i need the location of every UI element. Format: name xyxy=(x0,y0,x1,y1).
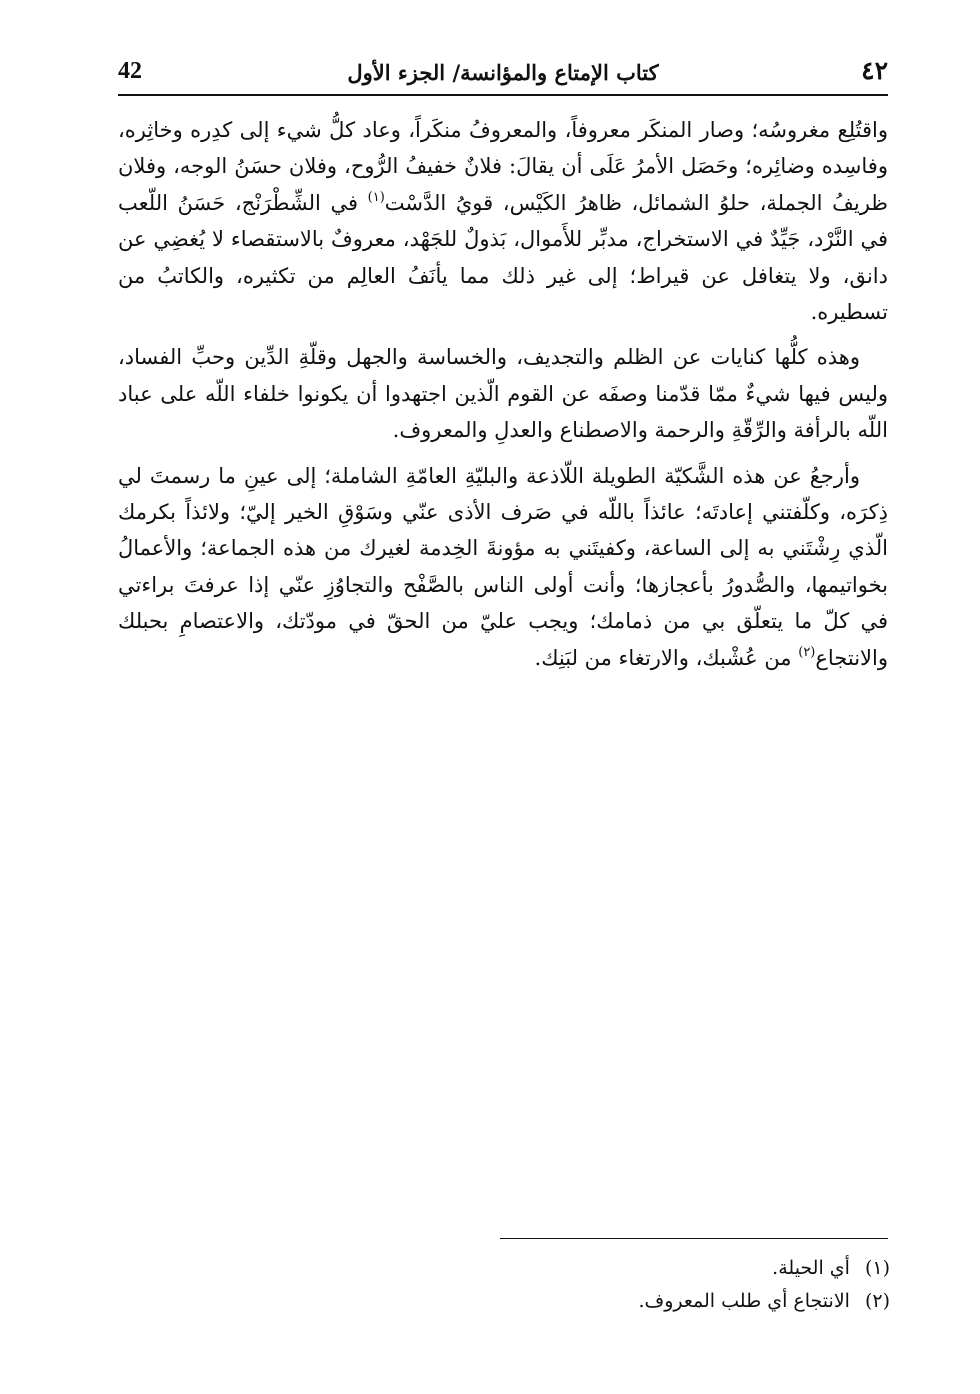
footnote-1-text: أي الحيلة. xyxy=(772,1257,850,1279)
footnote-2-text: الانتجاع أي طلب المعروف. xyxy=(638,1290,850,1312)
paragraph-1-text-b: في الشِّطْرَنْج، حَسَنُ اللّعب في النَّرْد، جَيِّدٌ في الاستخراج، مدبِّر للأَموال، بَذولٌ للجَهْد، معروفٌ بالاستقصاء لا يُغضِي عن دانق، ولا يتغافل عن قيراط؛ إلى غير ذلك مما يأنَفُ العالِم من تكثيره، والكاتبُ من تسطيره. xyxy=(118,190,888,325)
footnote-1-number: (١) xyxy=(864,1257,890,1279)
footnote-separator xyxy=(500,1238,888,1239)
page-number-arabic: ٤٢ xyxy=(861,56,888,85)
paragraph-2 xyxy=(118,339,888,448)
paragraph-3-text-b: من عُشْبك، والارتغاء من لبَنِك. xyxy=(534,645,799,670)
footnote-1 xyxy=(500,1252,890,1285)
page-header xyxy=(118,52,888,96)
running-title: كتاب الإمتاع والمؤانسة/ الجزء الأول xyxy=(347,60,659,85)
footnote-2-number: (٢) xyxy=(864,1290,890,1312)
paragraph-1-text-a: واقتُلِع مغروسُه؛ وصار المنكَر معروفاً، والمعروفُ منكَراً، وعاد كلُّ شيء إلى كدِره وخاثِره، وفاسِده وضائِره؛ وحَصَل الأمرُ عَلَى أن يقالَ: فلانٌ خفيفُ الرُّوح، وفلان حسَنُ الوجه، وفلان ظريفُ الجملة، حلوُ الشمائل، ظاهرُ الكَيْس، قويُ الدَّسْت xyxy=(118,118,888,215)
footnote-2 xyxy=(500,1285,890,1318)
paragraph-1 xyxy=(118,112,888,330)
paragraph-3-text-a: وأرجعُ عن هذه الشَّكيّة الطويلة اللّاذعة والبليّةِ العامّةِ الشاملة؛ إلى عينِ ما رسمتَ لي ذِكرَه، وكلّفتني إعادتَه؛ عائذاً باللّه في صَرف الأذى عنّي وسَوْقِ الخير إليّ؛ ولائذاً بكرمك الّذي رِشْتَني به إلى الساعة، وكفيتَني به مؤونةَ الخِدمة لغيرك من هذه الجماعة؛ والأعمالُ بخواتيمها، والصُّدورُ بأعجازها؛ وأنت أولى الناس بالصَّفْح والتجاوُزِ عنّي إذا عرفتَ براءتي في كلّ ما يتعلّق بي من ذمامك؛ ويجب عليّ من الحقّ في مودّتك، والاعتصامِ بحبلك والانتجاع xyxy=(118,463,888,670)
footnote-marker-1[interactable]: (١) xyxy=(367,189,385,205)
main-text xyxy=(118,112,888,685)
paragraph-3 xyxy=(118,458,888,676)
footnotes xyxy=(500,1252,890,1318)
page-number-latin: 42 xyxy=(118,58,142,84)
footnote-marker-2[interactable]: (٢) xyxy=(798,644,816,660)
paragraph-2-text: وهذه كلُّها كنايات عن الظلم والتجديف، والخساسة والجهل وقلّةِ الدِّين وحبِّ الفساد، وليس فيها شيءٌ ممّا قدّمنا وصفَه عن القوم الّذين اجتهدوا أن يكونوا خلفاء اللّه على عباد اللّه بالرأفة والرِّقّةِ والرحمة والاصطناع والعدلِ والمعروف. xyxy=(118,345,888,443)
